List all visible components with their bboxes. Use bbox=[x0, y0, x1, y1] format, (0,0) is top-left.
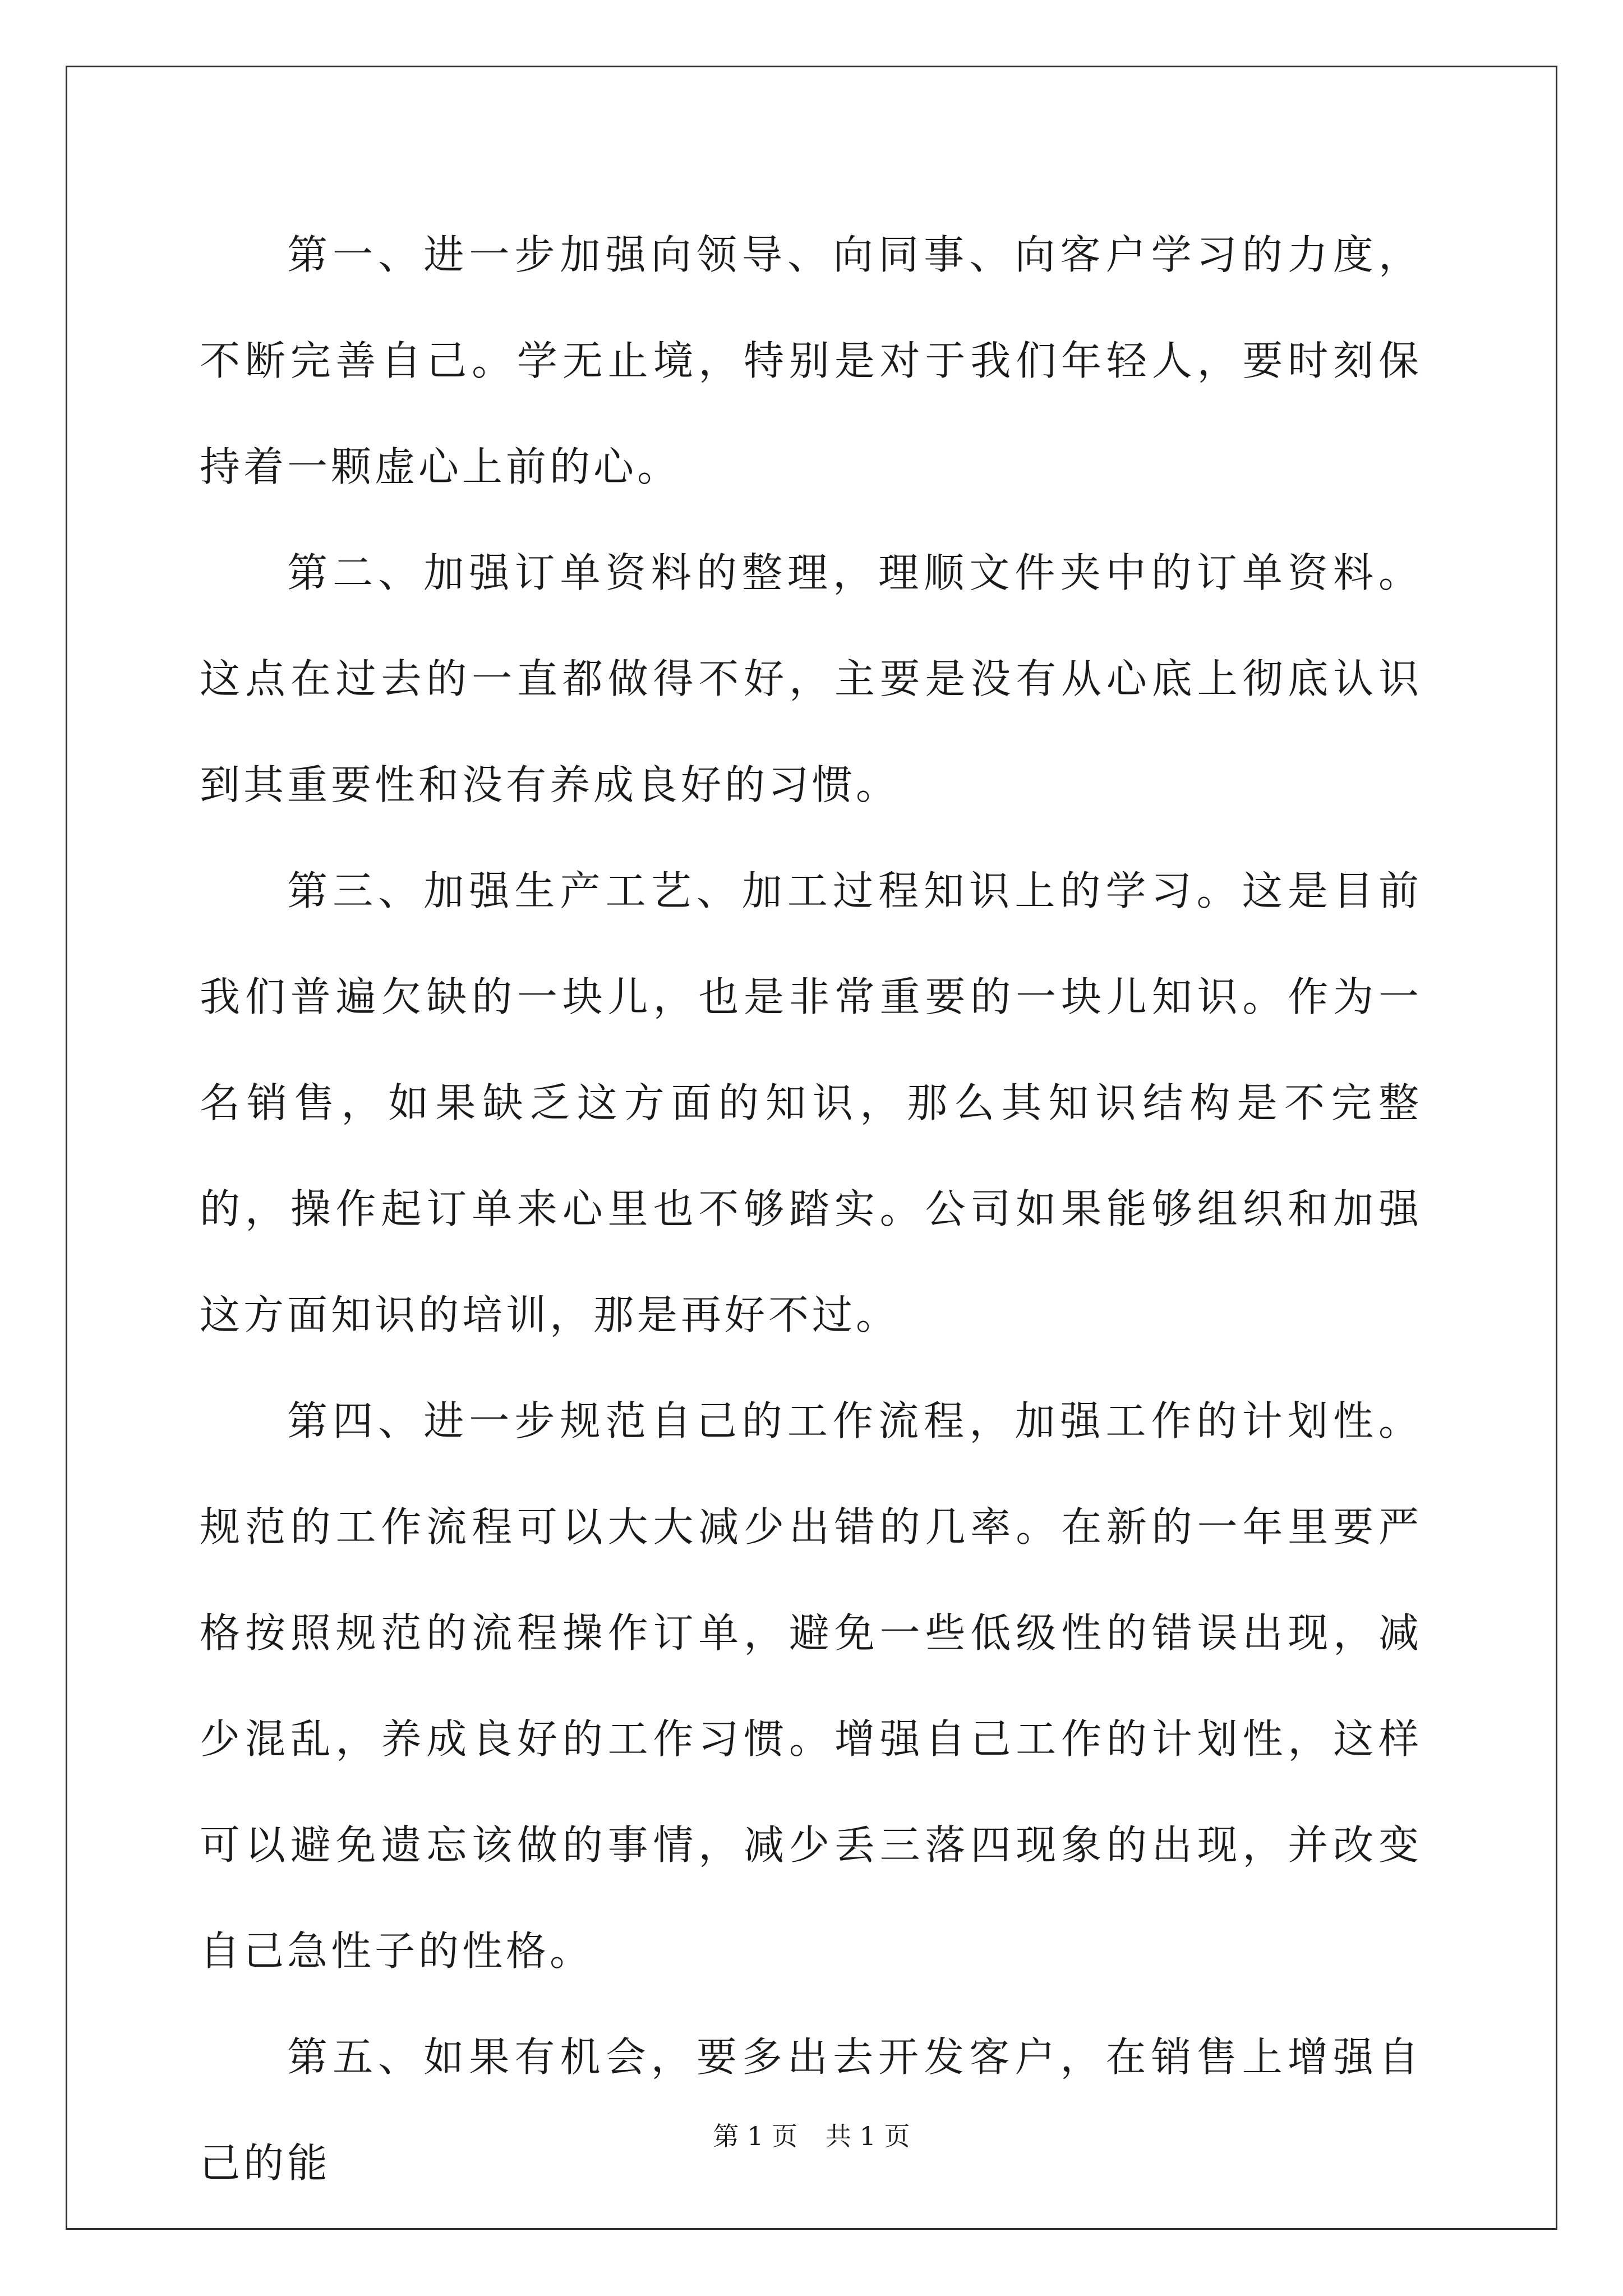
paragraph-1: 第一、进一步加强向领导、向同事、向客户学习的力度，不断完善自己。学无止境，特别是对于我们年轻人，要时刻保持着一颗虚心上前的心。 bbox=[200, 231, 1422, 490]
document-body bbox=[200, 202, 1422, 2216]
page-number: 第 1 页 bbox=[713, 2121, 797, 2151]
paragraph-4: 第四、进一步规范自己的工作流程，加强工作的计划性。规范的工作流程可以大大减少出错的几率。在新的一年里要严格按照规范的流程操作订单，避免一些低级性的错误出现，减少混乱，养成良好的工作习惯。增强自己工作的计划性，这样可以避免遗忘该做的事情，减少丢三落四现象的出现，并改变自己急性子的性格。 bbox=[200, 1397, 1422, 1975]
paragraph-3: 第三、加强生产工艺、加工过程知识上的学习。这是目前我们普遍欠缺的一块儿，也是非常重要的一块儿知识。作为一名销售，如果缺乏这方面的知识，那么其知识结构是不完整的，操作起订单来心里也不够踏实。公司如果能够组织和加强这方面知识的培训，那是再好不过。 bbox=[200, 867, 1422, 1338]
page-footer bbox=[0, 2119, 1623, 2153]
paragraph-2: 第二、加强订单资料的整理，理顺文件夹中的订单资料。这点在过去的一直都做得不好，主要是没有从心底上彻底认识到其重要性和没有养成良好的习惯。 bbox=[200, 549, 1422, 808]
paragraph-5: 第五、如果有机会，要多出去开发客户，在销售上增强自己的能 bbox=[200, 2033, 1422, 2187]
page-total: 共 1 页 bbox=[826, 2121, 910, 2151]
